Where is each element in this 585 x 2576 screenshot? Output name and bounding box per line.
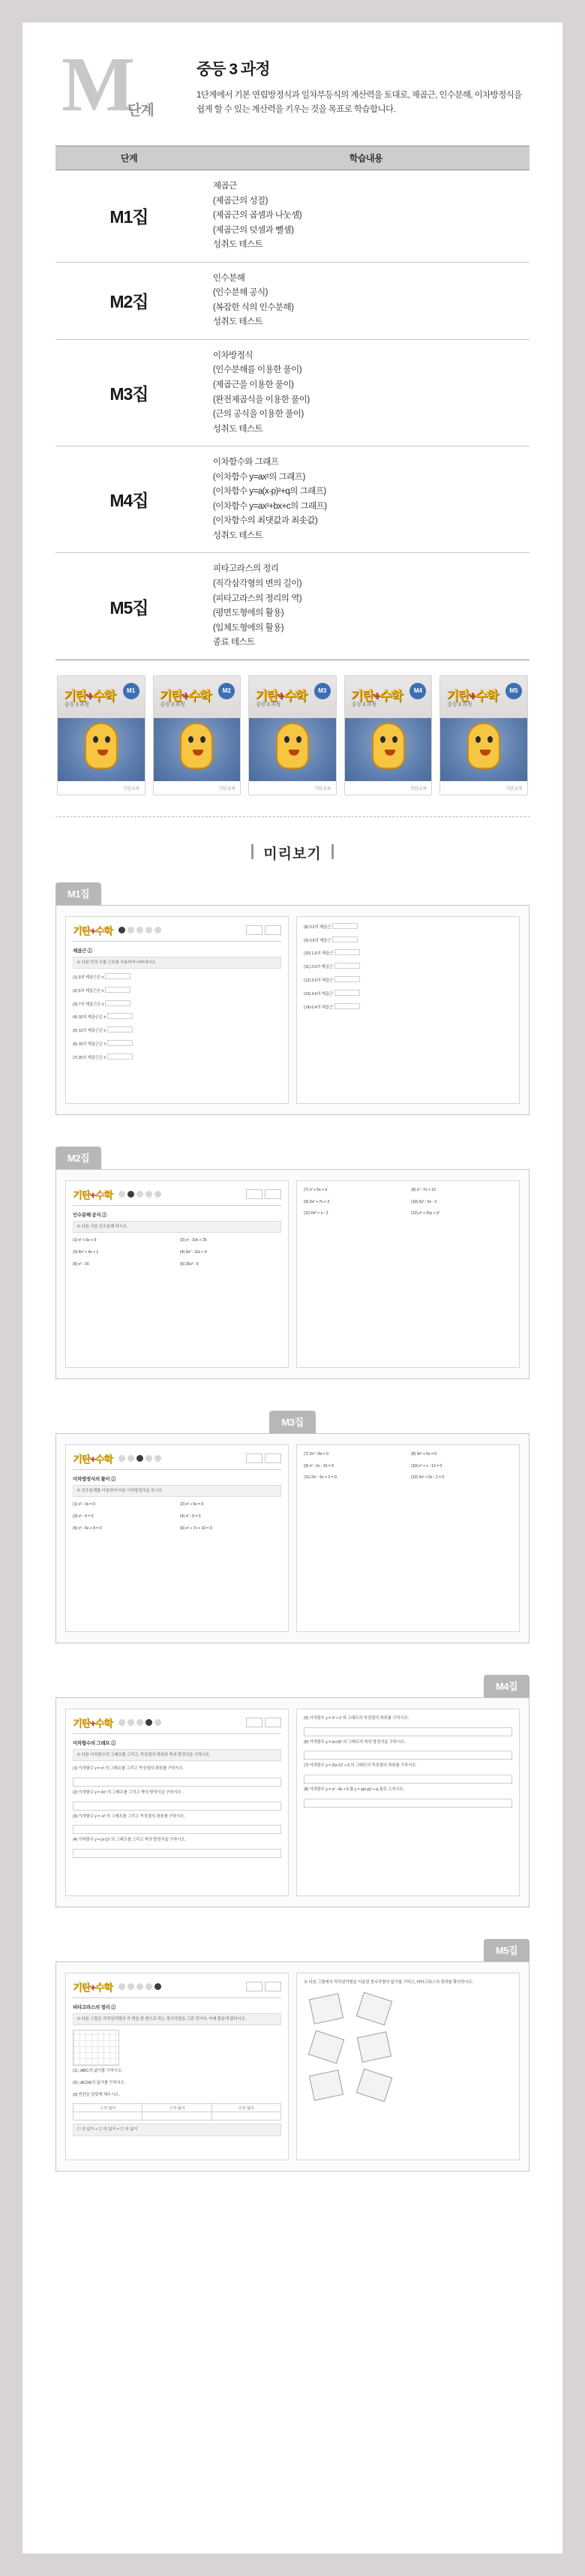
brand-step-label: 단계 (128, 103, 154, 119)
column-header-level: 단계 (56, 146, 202, 170)
preview-block-m2 (56, 1147, 530, 1379)
preview-frame-m1 (56, 905, 530, 1115)
cover-subtitle: 중등 3 과정 (447, 702, 472, 708)
worksheet-title: 이차방정식의 풀이 ① (73, 1476, 116, 1482)
worksheet-question: (7) x² + 5x + 6 (304, 1187, 328, 1192)
curriculum-table (56, 146, 530, 660)
brand-logo (56, 41, 183, 135)
level-dots (118, 1983, 161, 1990)
cover-publisher: 기탄교육 (122, 786, 140, 792)
worksheet-question: (3) 4x² + 4x + 1 (73, 1249, 99, 1255)
worksheet-question: (5) x² - 16 (73, 1261, 89, 1267)
topic-line: 피타고라스의 정리 (212, 564, 279, 574)
table-cell[interactable] (212, 2112, 280, 2121)
cover-title: 기탄+수학 (159, 688, 211, 703)
worksheet-page-left (65, 916, 289, 1104)
worksheet-question: (8) 3x² + 6x = 0 (411, 1451, 437, 1456)
row-topics (202, 170, 530, 263)
shape-figure-group (304, 2030, 512, 2068)
preview-heading-text: 미리보기 (251, 843, 333, 863)
worksheet-question: (6) 이차함수 y = (x+3)² 의 그래프의 축의 방정식을 구하시오. (304, 1739, 406, 1745)
topic-line: 이차함수와 그래프 (212, 458, 279, 467)
worksheet-question: (2) 5의 제곱근은 ± (73, 987, 281, 995)
brand-letter: M (62, 41, 133, 128)
worksheet-title: 제곱근 ① (73, 948, 92, 954)
preview-block-m5 (56, 1939, 530, 2172)
cover-badge: M5 (506, 683, 522, 699)
topic-line: (피타고라스의 정리의 역) (212, 594, 302, 603)
table-header-row (56, 146, 530, 170)
answer-line[interactable] (73, 1778, 281, 1787)
preview-tab-wrap-m5 (56, 1939, 530, 1961)
cover-badge: M4 (410, 683, 426, 699)
cover-artwork (249, 718, 336, 781)
column-header-content: 학습내용 (202, 146, 530, 170)
worksheet-instruction: ※ 다음 그림은 직각삼각형의 각 변을 한 변으로 하는 정사각형을 그린 것이다. 아래 물음에 답하시오. (73, 2013, 281, 2025)
level-dots (118, 1455, 161, 1462)
cover-subtitle: 중등 3 과정 (64, 702, 89, 708)
worksheet-question: (4) 9x² - 12x + 4 (180, 1249, 207, 1255)
worksheet-logo: 기탄+수학 (73, 924, 112, 936)
worksheet-instruction: ※ 다음 식을 인수분해 하시오. (73, 1221, 281, 1233)
cover-footer (58, 781, 145, 795)
level-dots (118, 927, 161, 933)
name-date-boxes (246, 1453, 281, 1463)
preview-heading (56, 843, 530, 863)
preview-block-m3 (56, 1411, 530, 1643)
row-level: M5집 (56, 553, 202, 660)
book-cover[interactable] (57, 675, 146, 795)
worksheet-question: (10) 3x² - 5x - 2 (411, 1199, 437, 1204)
square-shape-icon (308, 2030, 345, 2064)
preview-tab-m4[interactable]: M4집 (484, 1675, 530, 1697)
square-shape-icon (309, 2070, 344, 2101)
answer-line[interactable] (73, 1849, 281, 1858)
shape-figure-group (304, 1991, 512, 2030)
topic-line: (제곱근의 곱셈과 나눗셈) (212, 211, 302, 221)
worksheet-question: (2) 이차함수 y = 2x² 의 그래프를 그리고 축의 방정식을 구하시오. (73, 1790, 182, 1795)
shape-figure-group (304, 2068, 512, 2106)
worksheet-title: 인수분해 공식 ① (73, 1212, 107, 1218)
worksheet-question: (7) 이차함수 y = 2(x-1)² + 3 의 그래프의 꼭짓점의 좌표를 구하시오. (304, 1763, 417, 1769)
book-cover-list (56, 675, 530, 795)
worksheet-question: (3) 7의 제곱근은 ± (73, 1000, 281, 1008)
worksheet-question: (9) x² - 2x - 15 = 0 (304, 1463, 334, 1468)
topic-line: (인수분해 공식) (212, 288, 268, 298)
answer-line[interactable] (304, 1799, 512, 1808)
worksheet-question: (8) 이차함수 y = x² - 4x + 5 를 y = a(x-p)² + q 꼴로 고치시오. (304, 1787, 404, 1793)
topic-line: (인수분해를 이용한 풀이) (212, 365, 302, 375)
topic-line: 제곱근 (212, 182, 237, 191)
worksheet-page-right (296, 1709, 520, 1896)
topic-line: 인수분해 (212, 273, 245, 283)
worksheet-title: 피타고라스의 정리 ① (73, 2004, 116, 2010)
level-dots (118, 1191, 161, 1198)
cover-publisher: 기탄교육 (505, 786, 523, 792)
topic-line: 성취도 테스트 (212, 240, 263, 250)
worksheet-logo: 기탄+수학 (73, 1981, 112, 1993)
worksheet-question: (6) 25x² - 9 (180, 1261, 199, 1267)
worksheet-header (73, 1715, 281, 1734)
worksheet-question: (1) x² + 6x + 9 (73, 1238, 97, 1243)
worksheet-question: (9) 0.5의 제곱근 (304, 936, 512, 945)
worksheet-question: (9) 2x² + 7x + 3 (304, 1199, 330, 1204)
cover-artwork (345, 718, 432, 781)
preview-block-m4 (56, 1675, 530, 1907)
mascot-icon (180, 723, 213, 769)
preview-tab-wrap-m4 (56, 1675, 530, 1697)
area-table (73, 2103, 281, 2121)
cover-subtitle: 중등 3 과정 (160, 702, 185, 708)
worksheet-answer-note: ① 의 넓이 + ② 의 넓이 = ③ 의 넓이 (73, 2124, 281, 2136)
topic-line: (복잡한 식의 인수분해) (212, 302, 294, 312)
row-level: M1집 (56, 170, 202, 263)
worksheet-logo: 기탄+수학 (73, 1453, 112, 1465)
topic-line: (근의 공식을 이용한 풀이) (212, 410, 304, 419)
answer-line[interactable] (304, 1727, 512, 1736)
worksheet-question: (4) x² - 9 = 0 (180, 1513, 201, 1519)
table-cell[interactable] (74, 2112, 142, 2121)
worksheet-question: (8) x² - 7x + 12 (411, 1187, 436, 1192)
cover-publisher: 기탄교육 (410, 786, 428, 792)
worksheet-question: (6) 15의 제곱근은 ± (73, 1040, 281, 1048)
question-columns (304, 1187, 512, 1222)
preview-tab-m1[interactable]: M1집 (56, 882, 101, 905)
worksheet-page-left (65, 1709, 289, 1896)
page-title: 중등 3 과정 (196, 61, 270, 78)
topic-line: 성취도 테스트 (212, 317, 263, 327)
worksheet-question: (7) 2x² - 8x = 0 (304, 1451, 328, 1456)
worksheet-question: (8) 0.2의 제곱근 (304, 923, 512, 931)
mascot-icon (467, 723, 500, 769)
worksheet-question: (5) x² - 6x + 8 = 0 (73, 1525, 102, 1531)
worksheet-header (73, 1979, 281, 1998)
table-header-row (74, 2104, 281, 2112)
worksheet-logo: 기탄+수학 (73, 1717, 112, 1729)
worksheet-question: (4) 이차함수 y = (x-1)² 의 그래프를 그리고 축의 방정식을 구하시오. (73, 1838, 186, 1843)
topic-line: (직각삼각형의 변의 길이) (212, 579, 302, 589)
worksheet-instruction: ※ 다음 안의 수를 근호를 사용하여 나타내시오. (73, 957, 281, 969)
table-row (56, 446, 530, 553)
worksheet-question: (5) 이차함수 y = x² + 2 의 그래프의 꼭짓점의 좌표를 구하시오. (304, 1715, 409, 1721)
preview-tab-wrap-m3 (56, 1411, 530, 1433)
preview-frame-m5 (56, 1961, 530, 2172)
worksheet-question: (11) 6x² + x - 2 (304, 1211, 328, 1216)
worksheet-header (73, 923, 281, 942)
table-header-cell: ①의 넓이 (74, 2104, 142, 2112)
table-row (56, 170, 530, 263)
topic-line: (입체도형에의 활용) (212, 623, 284, 633)
mascot-icon (276, 723, 309, 769)
topic-line: (이차함수 y=ax²의 그래프) (212, 472, 305, 482)
topic-line: 성취도 테스트 (212, 424, 263, 434)
name-date-boxes (246, 925, 281, 935)
answer-line[interactable] (73, 1825, 281, 1834)
row-level: M2집 (56, 262, 202, 339)
cover-footer (345, 781, 432, 795)
cover-title: 기탄+수학 (350, 688, 402, 703)
worksheet-question: (12) 3x² + 5x - 2 = 0 (411, 1475, 445, 1480)
worksheet-question: (10) 1.6의 제곱근 (304, 949, 512, 957)
table-row (56, 262, 530, 339)
graph-grid (73, 2030, 119, 2066)
topic-line: (이차함수의 최댓값과 최솟값) (212, 516, 318, 526)
worksheet-question: (3) x² - 4 = 0 (73, 1513, 94, 1519)
cover-publisher: 기탄교육 (218, 786, 236, 792)
cover-subtitle: 중등 3 과정 (351, 702, 376, 708)
page-header (56, 41, 530, 135)
square-shape-icon (309, 1993, 344, 2024)
mascot-icon (85, 723, 118, 769)
table-row (56, 553, 530, 660)
preview-tab-m5[interactable]: M5집 (484, 1939, 530, 1961)
book-cover[interactable] (248, 675, 337, 795)
worksheet-title: 이차함수의 그래프 ① (73, 1740, 116, 1746)
worksheet-question: (11) 2x² - 5x + 2 = 0 (304, 1475, 337, 1480)
cover-artwork (440, 718, 527, 781)
preview-tab-m2[interactable]: M2집 (56, 1147, 101, 1169)
worksheet-page-right (296, 1973, 520, 2160)
table-row (56, 339, 530, 446)
square-shape-icon (357, 2031, 392, 2063)
worksheet-question: (5) 12의 제곱근은 ± (73, 1026, 281, 1035)
row-level: M4집 (56, 446, 202, 553)
preview-frame-m4 (56, 1697, 530, 1907)
worksheet-question: (11) 2.5의 제곱근 (304, 963, 512, 971)
row-topics (202, 553, 530, 660)
topic-line: 성취도 테스트 (212, 531, 263, 540)
page-description: 1단계에서 기본 연립방정식과 일차부등식의 계산력을 토대로, 제곱근, 인수분해, 이차방정식을 쉽게 할 수 있는 계산력을 키우는 것을 목표로 학습합니다. (196, 91, 522, 114)
table-row (74, 2112, 281, 2121)
worksheet-question: (1) 3의 제곱근은 ± (73, 973, 281, 981)
table-cell[interactable] (142, 2112, 212, 2121)
answer-line[interactable] (73, 1802, 281, 1811)
table-header-cell: ③의 넓이 (212, 2104, 280, 2112)
worksheet-instruction: ※ 인수분해를 이용하여 다음 이차방정식을 푸시오. (73, 1485, 281, 1497)
name-date-boxes (246, 1718, 281, 1727)
worksheet-question: (3) 빈칸을 알맞게 채우시오. (73, 2092, 120, 2097)
row-topics (202, 262, 530, 339)
worksheet-page-left (65, 1973, 289, 2160)
worksheet-header (73, 1187, 281, 1206)
cover-title: 기탄+수학 (64, 688, 116, 703)
question-columns (73, 1237, 281, 1273)
worksheet-header (73, 1451, 281, 1470)
cover-footer (440, 781, 527, 795)
worksheet-question: (6) x² + 7x + 10 = 0 (180, 1525, 212, 1531)
worksheet-question: (14) 6.4의 제곱근 (304, 1003, 512, 1011)
topic-line: (제곱근의 덧셈과 뺄셈) (212, 225, 294, 235)
worksheet-question: (12) 3.6의 제곱근 (304, 976, 512, 984)
cover-artwork (154, 718, 241, 781)
topic-line: (평면도형에의 활용) (212, 609, 284, 618)
book-cover[interactable] (344, 675, 433, 795)
cover-badge: M3 (314, 683, 331, 699)
worksheet-page-left (65, 1180, 289, 1368)
book-cover[interactable] (153, 675, 242, 795)
topic-line: (완전제곱식을 이용한 풀이) (212, 395, 310, 404)
cover-publisher: 기탄교육 (314, 786, 332, 792)
level-dots (118, 1719, 161, 1726)
section-divider (56, 816, 530, 817)
worksheet-question: (4) 10의 제곱근은 ± (73, 1013, 281, 1021)
question-columns (73, 1501, 281, 1537)
worksheet-page-right (296, 1444, 520, 1632)
worksheet-logo: 기탄+수학 (73, 1189, 112, 1201)
worksheet-question: (2) x² - 10x + 25 (180, 1238, 207, 1243)
worksheet-page-right (296, 916, 520, 1104)
topic-line: 종료 테스트 (212, 638, 255, 648)
square-shape-icon (356, 2068, 393, 2102)
worksheet-page-right (296, 1180, 520, 1368)
question-columns (304, 1451, 512, 1486)
worksheet-page-left (65, 1444, 289, 1632)
header-text (196, 53, 530, 117)
worksheet-question: ※ 다음 그림에서 직각삼각형을 이용한 정사각형의 넓이를 구하고, 피타고라스의 정리를 확인하시오. (304, 1979, 473, 1985)
cover-footer (154, 781, 241, 795)
worksheet-question: (13) 4.9의 제곱근 (304, 990, 512, 998)
worksheet-question: (2) x² + 5x = 0 (180, 1502, 204, 1507)
worksheet-question: (1) □ABC의 넓이를 구하시오. (73, 2069, 123, 2074)
worksheet-question: (10) x² + x - 12 = 0 (411, 1463, 442, 1468)
preview-block-m1 (56, 882, 530, 1115)
cover-artwork (58, 718, 145, 781)
topic-line: (제곱근의 성질) (212, 196, 268, 206)
row-topics (202, 446, 530, 553)
row-level: M3집 (56, 339, 202, 446)
cover-badge: M1 (123, 683, 140, 699)
worksheet-question: (3) 이차함수 y = -x² 의 그래프를 그리고 꼭짓점의 좌표를 구하시오. (73, 1814, 185, 1819)
book-cover[interactable] (440, 675, 528, 795)
row-topics (202, 339, 530, 446)
topic-line: (이차함수 y=ax²+bx+c의 그래프) (212, 501, 327, 511)
content-sheet (22, 23, 562, 2553)
table-header-cell: ②의 넓이 (142, 2104, 212, 2112)
worksheet-instruction: ※ 다음 이차함수의 그래프를 그리고, 꼭짓점의 좌표와 축의 방정식을 구하시오. (73, 1749, 281, 1761)
preview-frame-m3 (56, 1433, 530, 1643)
name-date-boxes (246, 1189, 281, 1199)
name-date-boxes (246, 1982, 281, 1991)
cover-title: 기탄+수학 (446, 688, 498, 703)
worksheet-question: (1) x² - 3x = 0 (73, 1502, 95, 1507)
worksheet-question: (12) x² + 2xy + y² (411, 1211, 440, 1216)
topic-line: (이차함수 y=a(x-p)²+q의 그래프) (212, 487, 326, 497)
topic-line: (제곱근을 이용한 풀이) (212, 380, 294, 390)
cover-subtitle: 중등 3 과정 (256, 702, 280, 708)
cover-footer (249, 781, 336, 795)
cover-badge: M2 (218, 683, 235, 699)
worksheet-question: (1) 이차함수 y = x² 의 그래프를 그리고 꼭짓점의 좌표를 구하시오. (73, 1766, 184, 1772)
mascot-icon (372, 723, 405, 769)
topic-line: 이차방정식 (212, 350, 253, 360)
worksheet-question: (2) □ACDE의 넓이를 구하시오. (73, 2080, 125, 2085)
preview-tab-m3[interactable]: M3집 (269, 1411, 315, 1433)
answer-line[interactable] (304, 1775, 512, 1784)
cover-title: 기탄+수학 (255, 688, 307, 703)
worksheet-question: (7) 20의 제곱근은 ± (73, 1054, 281, 1062)
answer-line[interactable] (304, 1751, 512, 1760)
preview-frame-m2 (56, 1169, 530, 1379)
square-shape-icon (356, 1991, 393, 2025)
